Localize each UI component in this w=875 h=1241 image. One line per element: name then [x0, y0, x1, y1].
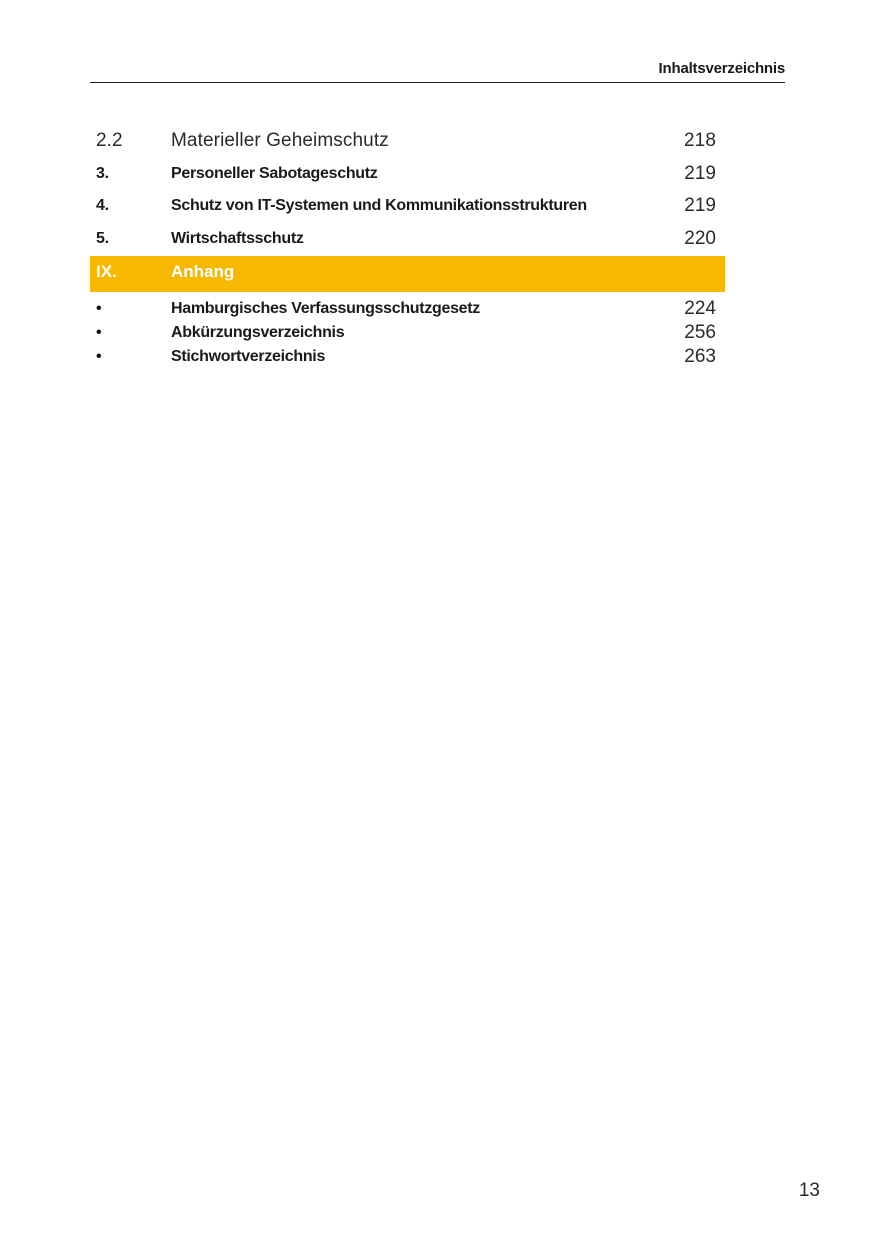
toc-entry[interactable]: [90, 158, 725, 191]
toc-entry-number: 4.: [96, 197, 109, 214]
toc-entry-page: 219: [684, 195, 716, 216]
appendix-item-page: 256: [684, 322, 716, 343]
toc-chapter-heading[interactable]: [90, 256, 725, 292]
toc-entry-page: 219: [684, 162, 716, 184]
toc-entry-title: Schutz von IT-Systemen und Kommunikationsstrukturen: [171, 197, 587, 214]
toc-entry-title: Personeller Sabotageschutz: [171, 164, 378, 182]
toc-entry[interactable]: [90, 190, 725, 223]
appendix-item[interactable]: [90, 345, 725, 369]
running-header: [90, 58, 785, 83]
running-header-title: Inhaltsverzeichnis: [658, 60, 785, 77]
appendix-item-title: Hamburgisches Verfassungsschutzgesetz: [171, 300, 481, 317]
chapter-number: IX.: [96, 262, 117, 281]
bullet-icon: •: [96, 348, 102, 365]
chapter-title: Anhang: [171, 262, 235, 281]
bullet-icon: •: [96, 324, 102, 341]
appendix-item-page: 224: [684, 298, 716, 319]
toc-entry-number: 5.: [96, 229, 109, 247]
toc-entry[interactable]: [90, 223, 725, 256]
toc-entry-number: 3.: [96, 164, 109, 182]
toc-entry-page: 220: [684, 227, 716, 249]
toc-entry-number: 2.2: [96, 130, 123, 151]
appendix-list: [90, 297, 725, 369]
page-number: 13: [798, 1180, 820, 1201]
appendix-item[interactable]: [90, 297, 725, 321]
toc-entry-page: 218: [683, 130, 716, 151]
appendix-item-title: Stichwortverzeichnis: [171, 348, 326, 365]
toc-entry-title: Wirtschaftsschutz: [171, 229, 304, 247]
bullet-icon: •: [96, 300, 102, 317]
appendix-item[interactable]: [90, 321, 725, 345]
table-of-contents: [90, 125, 725, 369]
appendix-item-title: Abkürzungsverzeichnis: [171, 324, 345, 341]
appendix-item-page: 263: [684, 346, 716, 367]
toc-entry-title: Materieller Geheimschutz: [171, 130, 389, 151]
toc-entry[interactable]: [90, 125, 725, 158]
